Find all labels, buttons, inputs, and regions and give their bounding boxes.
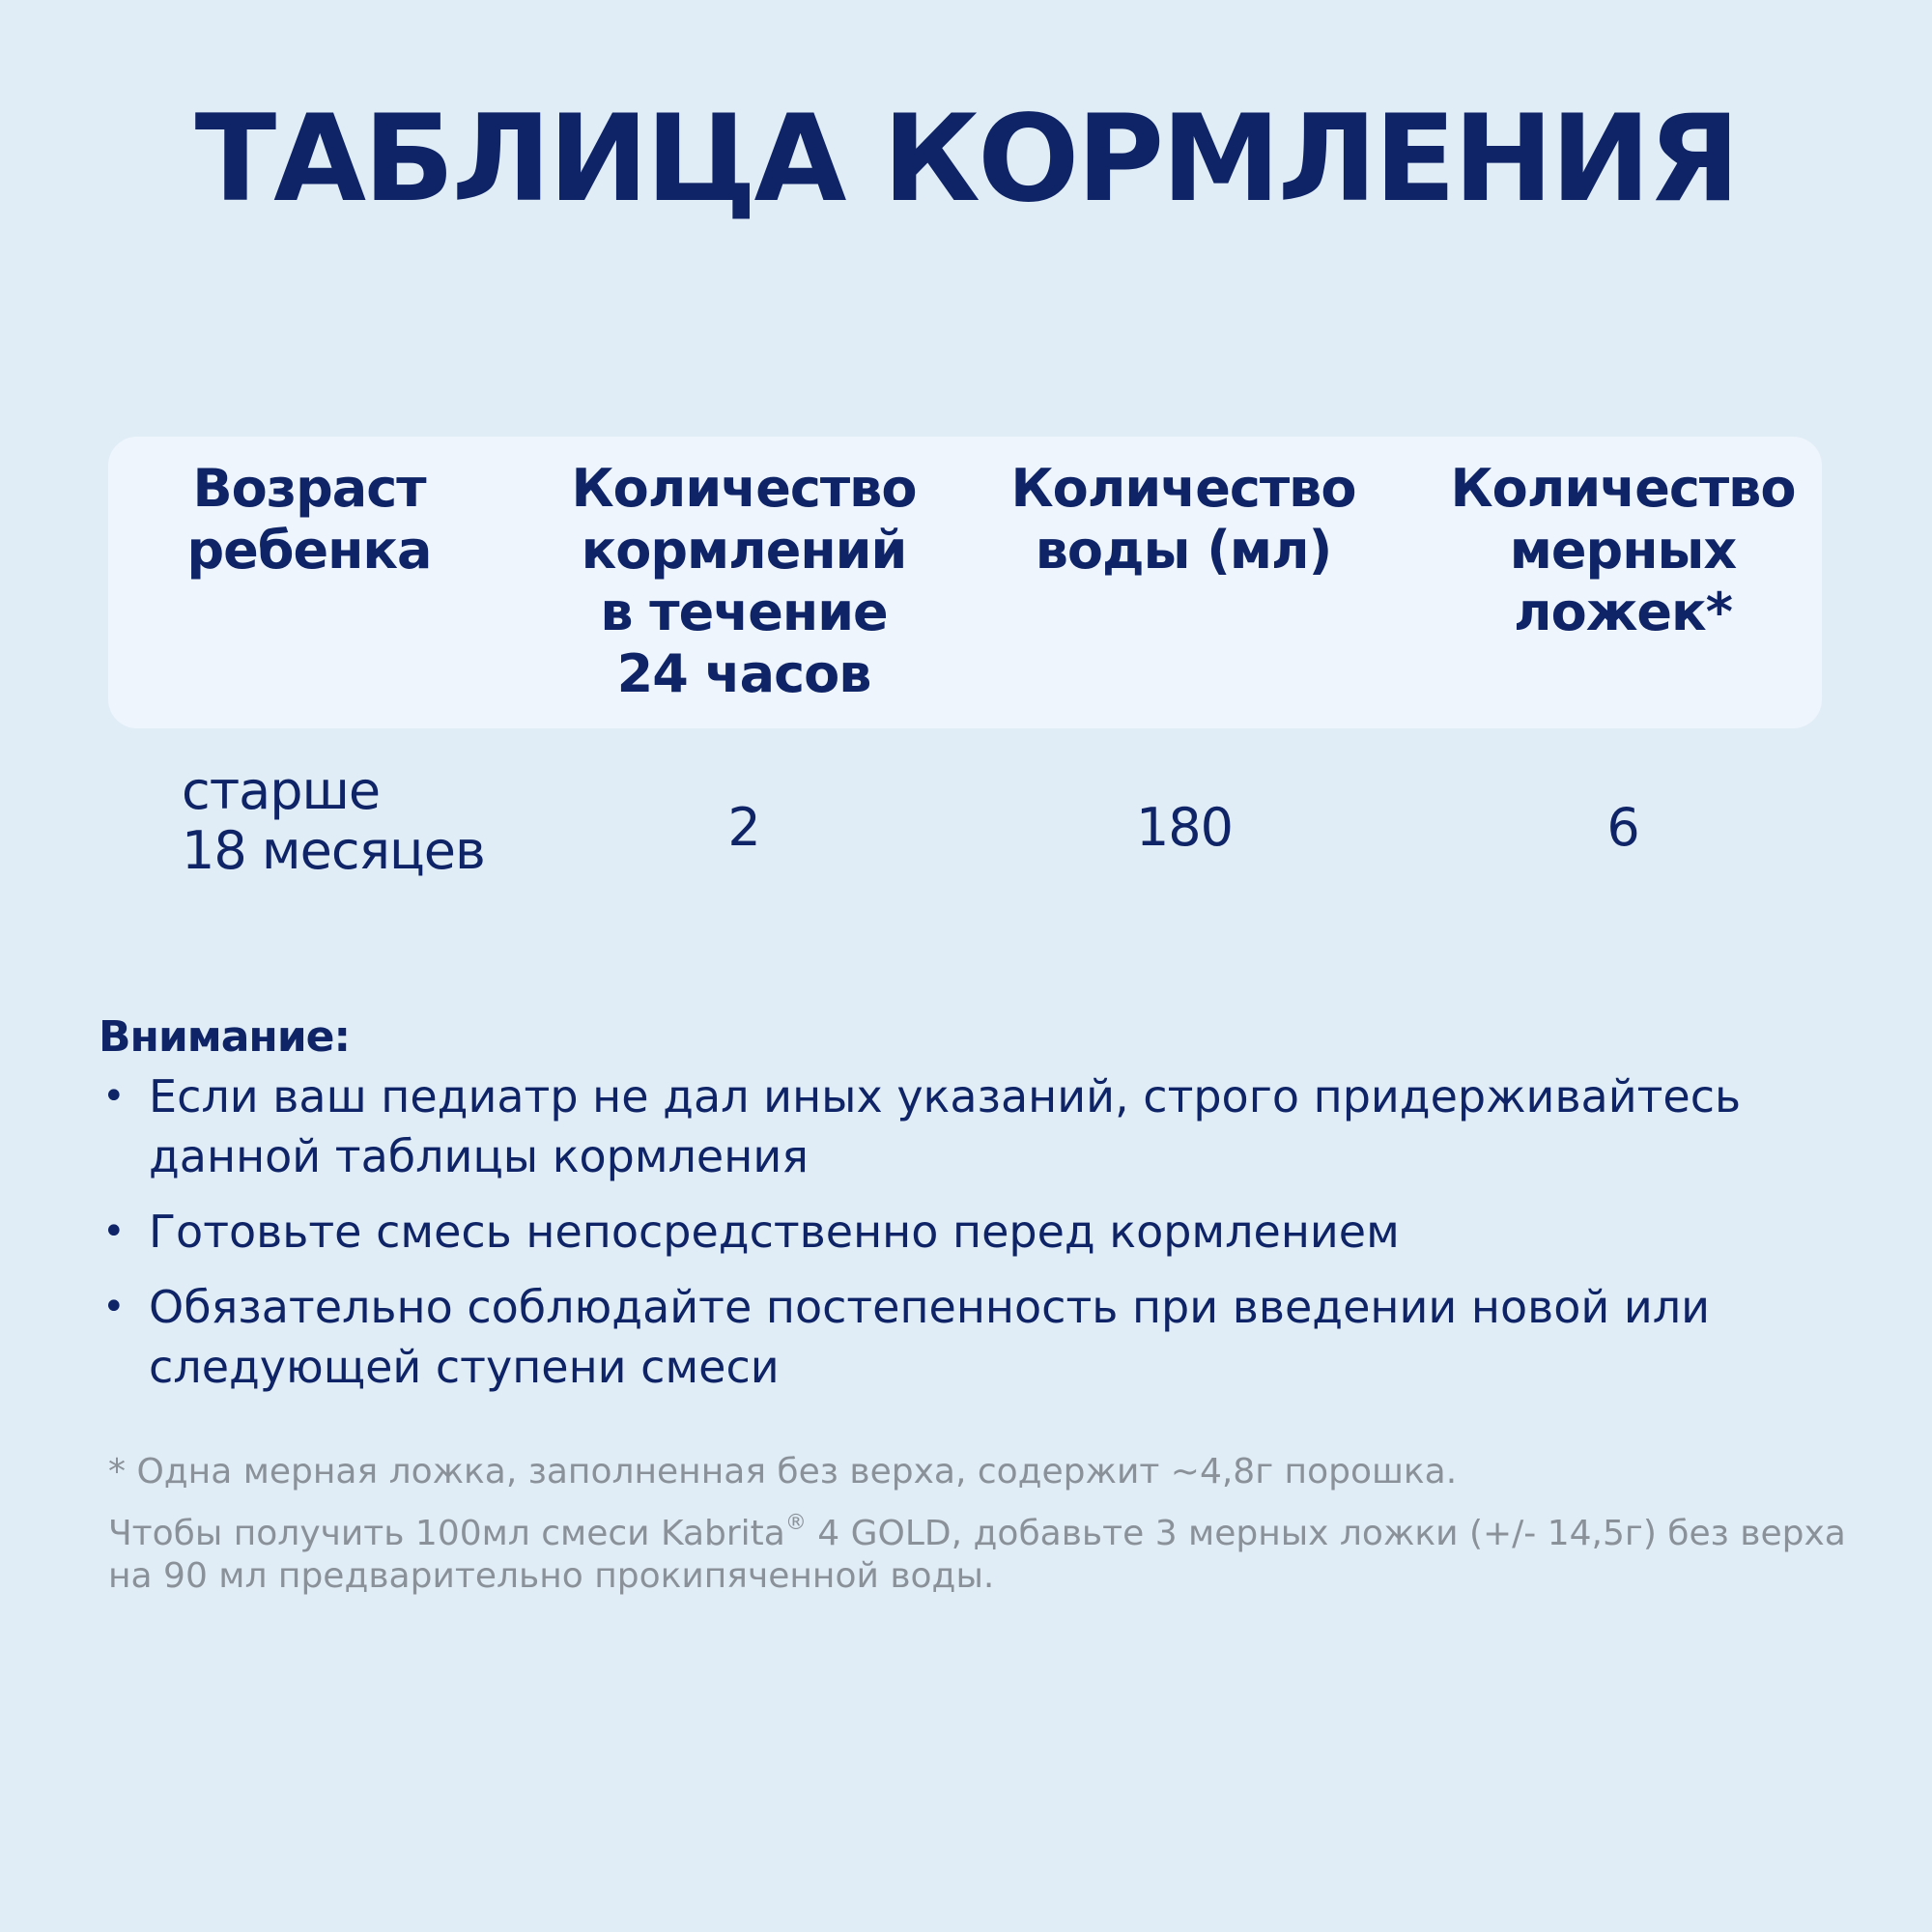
- notes-list: [99, 1066, 1857, 1412]
- footnote-scoop: * Одна мерная ложка, заполненная без верха, содержит ~4,8г порошка.: [108, 1452, 1458, 1492]
- bullet-icon: •: [102, 1209, 126, 1254]
- footnote-preparation: [108, 1513, 1847, 1598]
- note-item: [99, 1202, 1857, 1262]
- cell-feedings: 2: [727, 797, 760, 858]
- note-item: [99, 1277, 1857, 1397]
- cell-water: 180: [1135, 797, 1234, 858]
- registered-mark: ®: [784, 1511, 807, 1535]
- column-header-age: Возраст ребенка: [186, 458, 432, 581]
- column-header-feedings: Количество кормлений в течение 24 часов: [571, 458, 917, 704]
- note-text: Обязательно соблюдайте постепенность при введении новой или следующей ступени смеси: [149, 1281, 1711, 1393]
- note-text: Если ваш педиатр не дал иных указаний, строго придерживайтесь данной таблицы кормления: [149, 1070, 1742, 1182]
- footnote-prep-text: Чтобы получить 100мл смеси Kabrita: [108, 1514, 785, 1553]
- column-header-water: Количество воды (мл): [1010, 458, 1356, 581]
- notes-title: Внимание:: [99, 1012, 351, 1062]
- cell-scoops: 6: [1606, 797, 1639, 858]
- cell-age: старше 18 месяцев: [182, 760, 485, 881]
- note-item: [99, 1066, 1857, 1186]
- bullet-icon: •: [102, 1074, 126, 1119]
- footnote-prep-text-rest: 4 GOLD, добавьте 3 мерных ложки (+/- 14,5г) без верха на 90 мл предварительно прокипяченной воды.: [108, 1514, 1846, 1596]
- page-title: ТАБЛИЦА КОРМЛЕНИЯ: [194, 90, 1738, 229]
- bullet-icon: •: [102, 1285, 126, 1329]
- note-text: Готовьте смесь непосредственно перед кормлением: [149, 1206, 1400, 1258]
- column-header-scoops: Количество мерных ложек*: [1450, 458, 1796, 642]
